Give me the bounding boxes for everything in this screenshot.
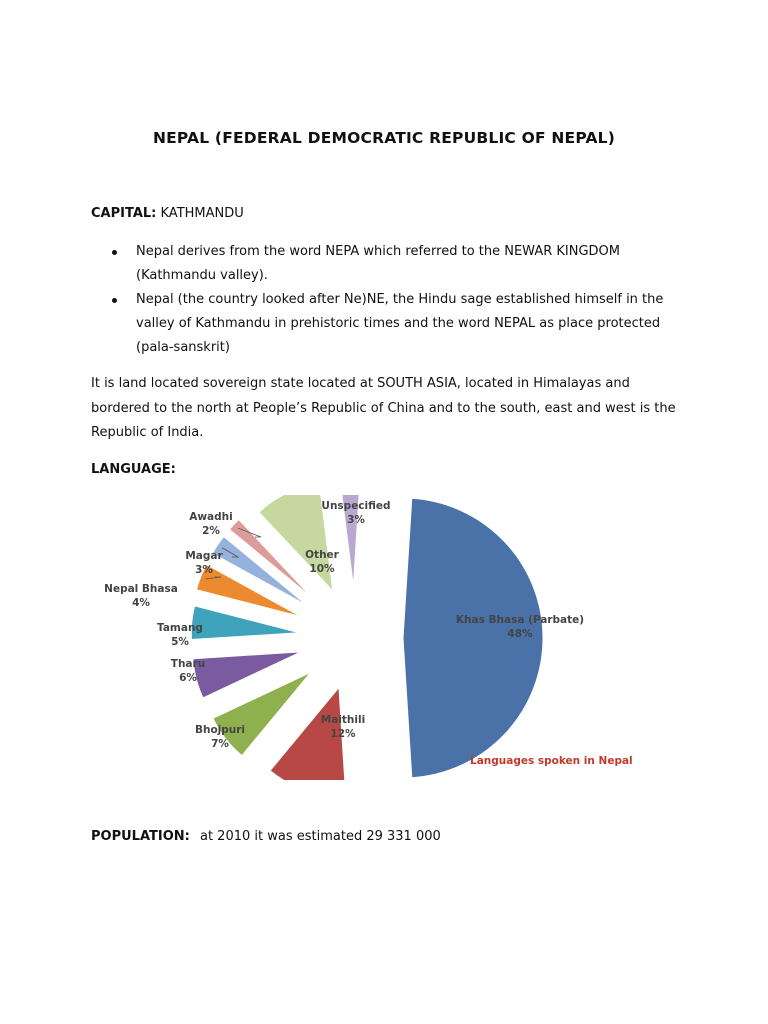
slice-value-label: 3% xyxy=(195,564,213,576)
bullet-list xyxy=(108,240,678,360)
bullet-dot-icon xyxy=(112,298,117,303)
capital-label: CAPITAL: xyxy=(91,206,157,221)
slice-value-label: 48% xyxy=(507,628,533,640)
slice-label: Bhojpuri xyxy=(194,724,246,736)
slice-value-label: 7% xyxy=(211,738,229,750)
slice-label: Khas Bhasa (Parbate) xyxy=(455,614,585,626)
population-label: POPULATION: xyxy=(91,829,190,844)
slice-label: Maithili xyxy=(320,714,366,726)
bullet-item xyxy=(108,288,678,360)
bullet-item xyxy=(108,240,678,288)
slice-label: Unspecified xyxy=(321,500,391,512)
slice-label: Tharu xyxy=(170,658,206,670)
slice-label: Nepal Bhasa xyxy=(104,583,178,595)
chart-title: Languages spoken in Nepal xyxy=(470,755,633,767)
language-heading: LANGUAGE: xyxy=(91,462,176,477)
population-line xyxy=(91,829,441,844)
slice-value-label: 6% xyxy=(179,672,197,684)
slice-label: Awadhi xyxy=(189,511,233,523)
body-paragraph: It is land located sovereign state located at SOUTH ASIA, located in Himalayas and bordered to the north at People’s Republic of China and to the south, east and west is the Republic of India. xyxy=(91,376,676,440)
bullet-text: Nepal derives from the word NEPA which referred to the NEWAR KINGDOM (Kathmandu valley). xyxy=(136,244,620,283)
capital-line xyxy=(91,206,244,221)
bullet-text: Nepal (the country looked after Ne)NE, the Hindu sage established himself in the valley of Kathmandu in prehistoric times and the word NEPAL as place protected (pala-sanskrit) xyxy=(136,292,664,355)
language-pie-chart xyxy=(90,495,670,780)
slice-value-label: 10% xyxy=(309,563,335,575)
slice-label: Tamang xyxy=(157,622,203,634)
slice-label: Other xyxy=(305,549,339,561)
slice-value-label: 4% xyxy=(132,597,150,609)
slice-value-label: 3% xyxy=(347,514,365,526)
page-title: NEPAL (FEDERAL DEMOCRATIC REPUBLIC OF NEPAL) xyxy=(152,129,616,147)
slice-value-label: 12% xyxy=(330,728,356,740)
slice-label: Magar xyxy=(185,550,223,562)
capital-value: KATHMANDU xyxy=(160,206,244,221)
bullet-dot-icon xyxy=(112,250,117,255)
slice-value-label: 2% xyxy=(202,525,220,537)
population-value: at 2010 it was estimated 29 331 000 xyxy=(199,829,441,844)
slice-value-label: 5% xyxy=(171,636,189,648)
